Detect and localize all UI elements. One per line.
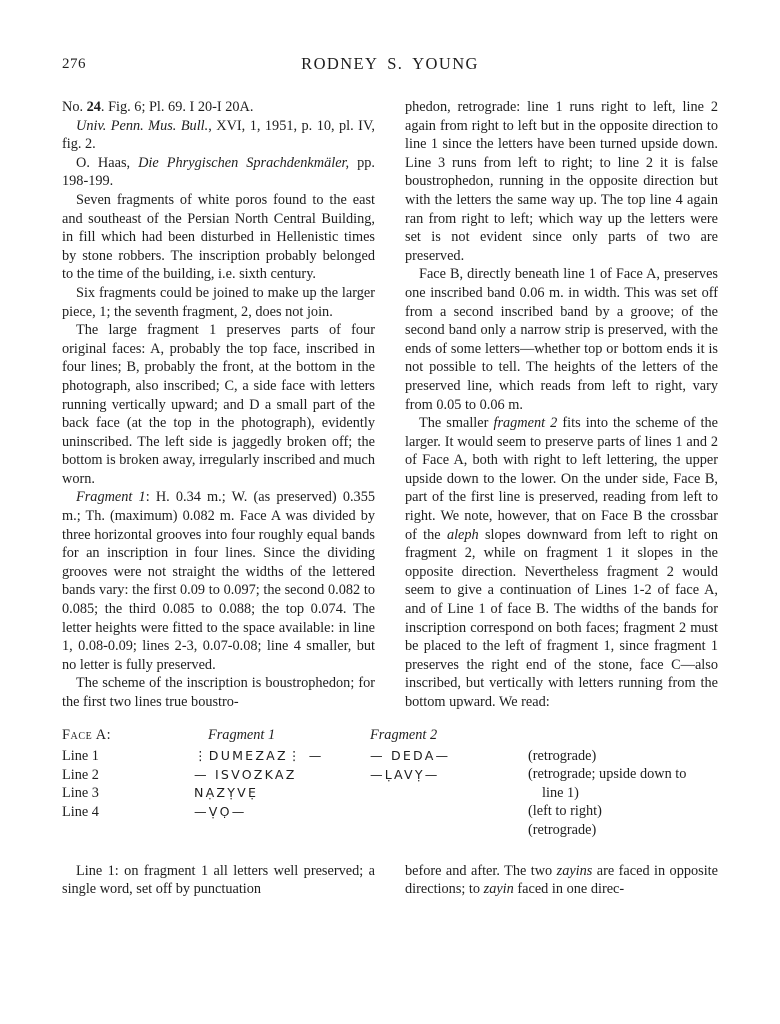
text-run: slopes downward from left to right on fragment 2, while on fragment 1 it slopes in the opposite direction. Nevertheless fragment 2 would seem to give a continuation of Lines 1-2 of face A, and of Line 1 of face B. The widths of the bands for inscription correspond on both faces; fragment 2 must be placed to the left of fragment 1, since fragment 1 preserves the right end of the stone, face C—also inscribed, but vertically with letters running from the bottom upward. We read: [405, 526, 718, 710]
readings-table [62, 726, 780, 840]
reading-row-line3 [62, 784, 528, 803]
text-run: Die Phrygischen Sprachdenkmäler, [138, 154, 350, 171]
text-run: Line 1: on fragment 1 all letters well preserved; a single word, set off by punctuation [62, 862, 375, 898]
paragraph-inscription-scheme [62, 674, 375, 711]
text-run: Six fragments could be joined to make up the larger piece, 1; the seventh fragment, 2, does not join. [62, 284, 375, 320]
text-run: zayins [556, 862, 593, 879]
reading-note-line2: (retrograde; upside down to line 1) [528, 766, 687, 801]
reading-note-line1: (retrograde) [528, 747, 597, 764]
paragraph-face-b [405, 265, 718, 414]
text-run: Fragment 1 [76, 489, 146, 506]
fragment1-header: Fragment 1 [208, 726, 276, 743]
bibliography-haas [62, 154, 375, 191]
readings-header-row [62, 726, 528, 745]
text-run: pp. 198-199. [62, 154, 376, 190]
reading-row-line1 [62, 747, 528, 766]
paragraph-boustrophedon-continued [405, 98, 718, 265]
line-label: Line 4 [62, 803, 99, 820]
text-run: Face B, directly beneath line 1 of Face A, preserves one inscribed band 0.06 m. in width. This was set off from a second inscribed band by a groove; of the second band only a narrow strip is preserved, with the ends of some letters—whether top or bottom ends it is not possible to tell. The heights of the letters of the preserved line, which reads from left to right, vary from 0.05 to 0.06 m. [405, 266, 718, 413]
face-a-label: Face A: [62, 726, 112, 743]
commentary-right-column [405, 862, 718, 899]
fragment1-reading: NẠZỴVẸ [194, 785, 259, 801]
fragment1-reading: ⋮DUMEZAZ⋮ — [194, 748, 324, 764]
line-label: Line 3 [62, 785, 99, 802]
paragraph-fragment1-dimensions [62, 488, 375, 674]
text-run: fits into the scheme of the larger. It would seem to preserve parts of lines 1 and 2 of Face A, both with right to left lettering, the upper upside down to the lower. On the under side, Face B, part of the first line is preserved, reading from left to right. We note, however, that on Face B the crossbar of the [405, 415, 718, 543]
text-run: phedon, retrograde: line 1 runs right to left, line 2 again from right to left but in the opposite direction to line 1 since the letters have been turned upside down. Line 3 runs from left to right; to line 2 it is false boustrophedon, running in the opposite direction but with the letters the same way up. The top line 4 again ran from right to left; which way up the letters were set is not evident since only parts of two are preserved. [405, 99, 718, 264]
fragment2-reading [370, 803, 528, 822]
fragment1-reading: — ISVOZKAZ [194, 766, 297, 782]
left-column [62, 98, 375, 712]
paragraph-find-context [62, 191, 375, 284]
catalog-number-line [62, 98, 375, 117]
text-run: fragment 2 [493, 415, 558, 432]
text-run: are faced in opposite directions; to [405, 862, 718, 898]
text-run: The scheme of the inscription is boustrophedon; for the first two lines true boustro- [62, 675, 375, 710]
text-run: No. [62, 99, 87, 115]
text-run: The large fragment 1 preserves parts of four original faces: A, probably the top face, inscribed in four lines; B, probably the front, at the bottom in the photograph, also inscribed; C, a side face with letters running vertically upward; and D a small part of the back face (at the top in the photograph), evidently uninscribed. The left side is jaggedly broken off; the bottom is broken away, irregularly inscribed and much worn. [62, 322, 375, 487]
text-run: Seven fragments of white poros found to the east and southeast of the Persian North Central Building, in fill which had been disturbed in Hellenistic times by stone robbers. The inscription probably belonged to the time of the building, i.e. sixth century. [62, 191, 375, 283]
paragraph-fragment2 [405, 414, 718, 712]
text-run: , XVI, 1, 1951, p. 10, pl. IV, fig. 2. [62, 117, 375, 153]
line-label: Line 1 [62, 748, 99, 765]
reading-notes-column [528, 747, 698, 840]
line-label: Line 2 [62, 766, 99, 783]
text-run: 24 [86, 99, 101, 115]
text-run: faced in one direc- [513, 881, 625, 898]
text-run: zayin [483, 881, 514, 898]
page-number: 276 [62, 56, 86, 72]
reading-note-line4: (retrograde) [528, 821, 597, 838]
bibliography-bulletin [62, 117, 375, 154]
paragraph-commentary-continued [405, 862, 718, 899]
text-run: Univ. Penn. Mus. Bull. [76, 117, 209, 134]
text-columns [62, 98, 718, 712]
commentary-columns [62, 862, 718, 899]
running-head: RODNEY S. YOUNG [301, 54, 479, 73]
paragraph-line1-commentary [62, 862, 375, 899]
commentary-left-column [62, 862, 375, 899]
text-run: before and after. The two [405, 862, 557, 879]
text-run: The smaller [419, 415, 494, 432]
readings-columns [62, 726, 528, 840]
paragraph-fragments-joined [62, 284, 375, 321]
text-run: aleph [446, 526, 479, 543]
page-header [62, 54, 718, 76]
fragment1-reading: —ṾỌ— [194, 803, 247, 819]
right-column [405, 98, 718, 712]
reading-row-line2 [62, 766, 528, 785]
reading-row-line4 [62, 803, 528, 822]
fragment2-reading: — DEDA— [370, 748, 451, 764]
paragraph-fragment1-faces [62, 321, 375, 488]
fragment2-reading [370, 784, 528, 803]
reading-note-line3: (left to right) [528, 803, 602, 820]
fragment2-reading: —ḶAVỴ— [370, 766, 440, 782]
fragment2-header: Fragment 2 [370, 726, 438, 743]
text-run: . Fig. 6; Pl. 69. I 20-I 20A. [100, 99, 254, 115]
text-run: O. Haas, [76, 154, 139, 171]
text-run: : H. 0.34 m.; W. (as preserved) 0.355 m.; Th. (maximum) 0.082 m. Face A was divided by three horizontal grooves into four roughly equal bands for an inscription in four lines. Since the dividing grooves were not straight the widths of the lettered bands vary: the first 0.09 to 0.097; the second 0.082 to 0.085; the third 0.085 to 0.088; the top 0.074. The letter heights were fitted to the space available: in line 1, 0.08-0.09; lines 2-3, 0.07-0.08; line 4 smaller, but no letter is fully preserved. [62, 489, 375, 673]
